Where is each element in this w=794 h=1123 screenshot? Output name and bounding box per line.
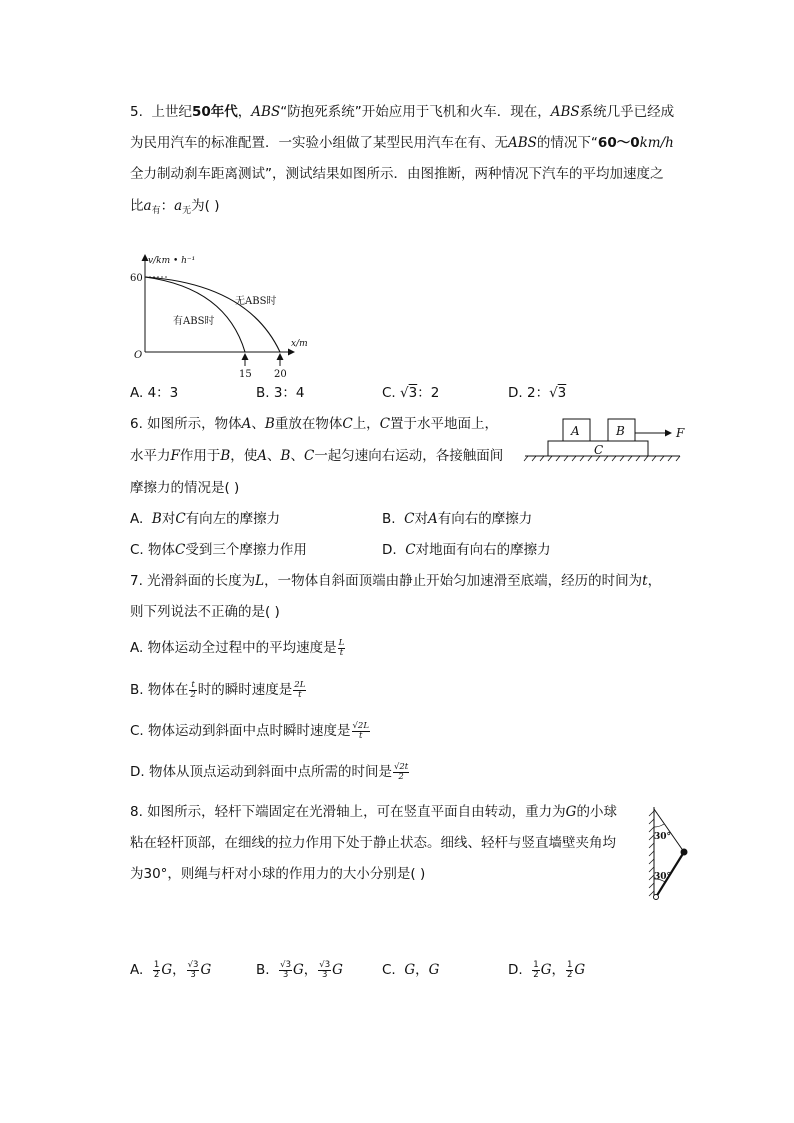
label-a: A: [571, 424, 580, 438]
graph-ylabel: v/km • h⁻¹: [148, 256, 196, 266]
fraction-t-over-2: $\frac{t}{2}$: [190, 679, 196, 700]
graph-label-abs: 有ABS时: [173, 316, 215, 327]
q8-line-2: 粘在轻杆顶部，在细线的拉力作用下处于静止状态。细线、轻杆与竖直墙壁夹角均: [130, 835, 616, 851]
q6-blocks-figure: [520, 416, 695, 466]
label-f: F: [676, 426, 685, 440]
ball: [681, 849, 688, 856]
graph-y-tick-60: 60: [130, 273, 143, 284]
q5-vx-graph: [128, 250, 318, 382]
fraction-l-over-t: $\frac{L}{t}$: [338, 637, 345, 658]
q6-option-d[interactable]: D. C对地面有向右的摩擦力: [382, 542, 551, 558]
fraction-2l-over-t: $\frac{2L}{t}$: [294, 679, 306, 700]
wall-hatch: [649, 811, 654, 896]
q8-option-d[interactable]: D. $\frac{1}{2}$ G， $\frac{1}{2}$ G: [508, 959, 586, 980]
curve-no-abs: [145, 277, 280, 352]
q6-line-1: 6. 如图所示，物体A、B重放在物体C上，C置于水平地面上，: [130, 416, 499, 432]
q7-option-b[interactable]: B. 物体在 $\frac{t}{2}$ 时的瞬时速度是 $\frac{2L}{t}$: [130, 679, 306, 700]
q8-line-1: 8. 如图所示，轻杆下端固定在光滑轴上，可在竖直平面自由转动，重力为G的小球: [130, 804, 617, 820]
q5-line-2: 为民用汽车的标准配置．一实验小组做了某型民用汽车在有、无ABS的情况下“60～0km/h: [130, 135, 674, 151]
graph-label-no-abs: 无ABS时: [235, 296, 277, 307]
pivot: [654, 895, 659, 900]
q5-option-b[interactable]: B. 3：4: [256, 385, 305, 401]
graph-xlabel: x/m: [291, 339, 308, 349]
q8-option-a[interactable]: A. $\frac{1}{2}$ G， $\frac{√3}{3}$ G: [130, 959, 212, 980]
q5-option-c[interactable]: C. √3：2: [382, 385, 440, 401]
angle-label-bottom: 30°: [654, 872, 672, 882]
thread-line: [654, 809, 684, 852]
q6-option-a[interactable]: A. B对C有向左的摩擦力: [130, 511, 281, 527]
q8-option-b[interactable]: B. $\frac{√3}{3}$ G， $\frac{√3}{3}$ G: [256, 959, 343, 980]
q5-line-3: 全力制动刹车距离测试”，测试结果如图所示．由图推断，两种情况下汽车的平均加速度之: [130, 166, 664, 182]
graph-x-tick-20: 20: [274, 369, 287, 380]
q7-line-2: 则下列说法不正确的是( ): [130, 604, 280, 620]
graph-origin: O: [134, 350, 143, 361]
fraction-sqrt2t-over-2: $\frac{√2t}{2}$: [393, 761, 409, 782]
q8-line-3: 为30°，则绳与杆对小球的作用力的大小分别是( ): [130, 866, 426, 882]
angle-arc-top: [654, 824, 664, 827]
angle-label-top: 30°: [654, 832, 672, 842]
q7-option-a[interactable]: A. 物体运动全过程中的平均速度是 $\frac{L}{t}$: [130, 637, 345, 658]
graph-x-tick-15: 15: [239, 369, 252, 380]
q7-option-d[interactable]: D. 物体从顶点运动到斜面中点所需的时间是 $\frac{√2t}{2}$: [130, 761, 409, 782]
q6-line-2: 水平力F作用于B，使A、B、C一起匀速向右运动，各接触面间: [130, 448, 504, 464]
q6-option-c[interactable]: C. 物体C受到三个摩擦力作用: [130, 542, 307, 558]
q7-option-c[interactable]: C. 物体运动到斜面中点时瞬时速度是 $\frac{√2L}{t}$: [130, 720, 369, 741]
q5-line-1: 5. 上世纪50年代，ABS“防抱死系统”开始应用于飞机和火车．现在，ABS系统几乎已经成: [130, 104, 675, 120]
q5-line-4: 比$a_有$：$a_无$为( ): [130, 198, 220, 216]
q8-wall-figure: [640, 805, 692, 905]
q6-line-3: 摩擦力的情况是( ): [130, 480, 240, 496]
q6-option-b[interactable]: B. C对A有向右的摩擦力: [382, 511, 533, 527]
q8-option-c[interactable]: C. G，G: [382, 962, 440, 978]
fraction-sqrt2l-over-t: $\frac{√2L}{t}$: [352, 720, 369, 741]
curve-abs: [145, 277, 245, 352]
q5-option-a[interactable]: A. 4：3: [130, 385, 179, 401]
label-b: B: [616, 424, 625, 438]
q5-option-d[interactable]: D. 2：√3: [508, 385, 567, 401]
q7-line-1: 7. 光滑斜面的长度为L，一物体自斜面顶端由静止开始匀加速滑至底端，经历的时间为t，: [130, 573, 662, 589]
label-c: C: [594, 443, 604, 457]
